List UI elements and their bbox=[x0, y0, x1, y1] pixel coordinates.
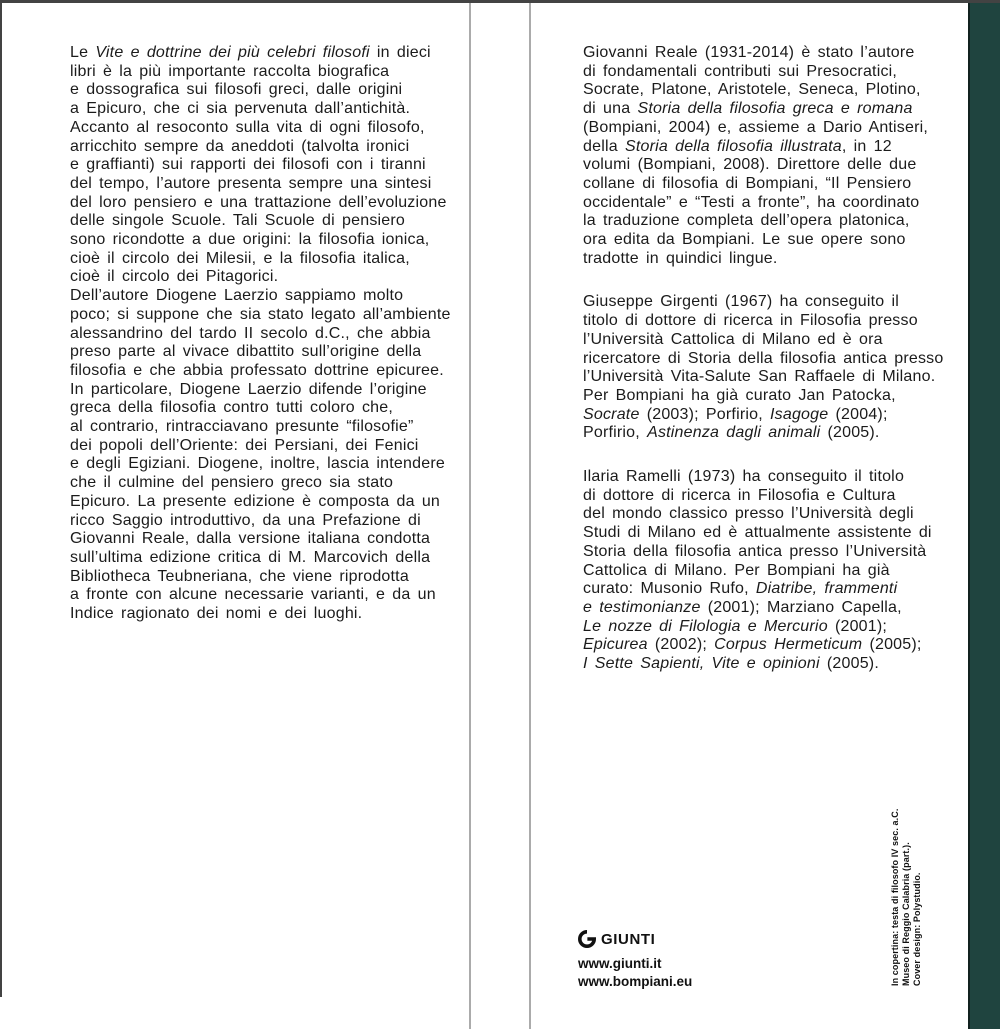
bio-giovanni-reale bbox=[583, 44, 973, 268]
text-line: Cattolica di Milano. Per Bompiani ha già bbox=[583, 561, 890, 579]
text-line: Dell’autore Diogene Laerzio sappiamo molto bbox=[70, 287, 404, 305]
text-line: ricco Saggio introduttivo, da una Prefazione di bbox=[70, 511, 421, 529]
text-line: preso parte al vivace dibattito sull’origine della bbox=[70, 343, 422, 361]
text-line: Giovanni Reale, dalla versione italiana condotta bbox=[70, 530, 431, 548]
text-line: del mondo classico presso l’Università degli bbox=[583, 505, 914, 523]
text-line: cioè il circolo dei Pitagorici. bbox=[70, 268, 279, 286]
right-flap-author-bios bbox=[583, 44, 973, 699]
text-line: Museo di Reggio Calabria (part.). bbox=[901, 842, 911, 986]
text-line: Bibliotheca Teubneriana, che viene riprodotta bbox=[70, 567, 409, 585]
text-line: arricchito sempre da aneddoti (talvolta ironici bbox=[70, 137, 410, 155]
text-line: ricercatore di Storia della filosofia antica presso bbox=[583, 349, 944, 367]
text-line: alessandrino del tardo II secolo d.C., che abbia bbox=[70, 324, 431, 342]
publisher-block bbox=[578, 929, 692, 991]
text-line: Indice ragionato dei nomi e dei luoghi. bbox=[70, 605, 363, 623]
text-line: Per Bompiani ha già curato Jan Patocka, bbox=[583, 386, 896, 404]
giunti-wordmark: GIUNTI bbox=[601, 930, 656, 948]
text-line: sono ricondotte a due origini: la filosofia ionica, bbox=[70, 231, 430, 249]
text-line: (Bompiani, 2004) e, assieme a Dario Antiseri, bbox=[583, 118, 929, 136]
text-line: Studi di Milano ed è attualmente assistente di bbox=[583, 524, 932, 542]
text-line: tradotte in quindici lingue. bbox=[583, 249, 778, 267]
text-line: l’Università Vita-Salute San Raffaele di Milano. bbox=[583, 368, 936, 386]
text-line: occidentale” e “Testi a fronte”, ha coordinato bbox=[583, 193, 920, 211]
text-line: Accanto al resoconto sulla vita di ogni filosofo, bbox=[70, 118, 425, 136]
text-line: cioè il circolo dei Milesii, e la filosofia italica, bbox=[70, 249, 410, 267]
text-line: curato: Musonio Rufo, Diatribe, frammenti bbox=[583, 580, 898, 598]
text-line: Le nozze di Filologia e Mercurio (2001); bbox=[583, 617, 888, 635]
text-line: del tempo, l’autore presenta sempre una sintesi bbox=[70, 174, 432, 192]
giunti-logo bbox=[578, 929, 692, 949]
text-line: ora edita da Bompiani. Le sue opere sono bbox=[583, 231, 906, 249]
top-edge-line bbox=[0, 0, 1000, 3]
text-line: Porfirio, Astinenza dagli animali (2005). bbox=[583, 424, 880, 442]
cover-credits-vertical-text bbox=[890, 786, 924, 986]
text-line: Storia della filosofia antica presso l’Università bbox=[583, 542, 927, 560]
text-line: di dottore di ricerca in Filosofia e Cultura bbox=[583, 486, 896, 504]
bio-giuseppe-girgenti bbox=[583, 293, 973, 443]
text-line: e degli Egiziani. Diogene, inoltre, lascia intendere bbox=[70, 455, 445, 473]
fold-line-right bbox=[529, 0, 531, 1029]
text-line: poco; si suppone che sia stato legato all’ambiente bbox=[70, 305, 451, 323]
text-line: I Sette Sapienti, Vite e opinioni (2005). bbox=[583, 655, 879, 673]
text-line: filosofia e che abbia professato dottrine epicuree. bbox=[70, 361, 444, 379]
text-line: al contrario, rintracciavano presunte “filosofie” bbox=[70, 418, 414, 436]
text-line: Giovanni Reale (1931-2014) è stato l’autore bbox=[583, 44, 915, 61]
text-line: a fronte con alcune necessarie varianti, e da un bbox=[70, 586, 436, 604]
left-flap-book-description bbox=[70, 44, 466, 624]
text-line: In particolare, Diogene Laerzio difende l’origine bbox=[70, 380, 427, 398]
text-line: Socrate, Platone, Aristotele, Seneca, Plotino, bbox=[583, 81, 921, 99]
text-line: Giuseppe Girgenti (1967) ha conseguito il bbox=[583, 293, 899, 311]
text-line: e testimonianze (2001); Marziano Capella, bbox=[583, 598, 902, 616]
text-line: la traduzione completa dell’opera platonica, bbox=[583, 212, 910, 230]
text-line: Le Vite e dottrine dei più celebri filosofi in dieci bbox=[70, 44, 431, 61]
text-line: In copertina: testa di filosofo IV sec. a.C. bbox=[890, 808, 900, 986]
url-bompiani: www.bompiani.eu bbox=[578, 974, 693, 989]
text-line: e dossografica sui filosofi greci, dalle origini bbox=[70, 81, 403, 99]
giunti-g-icon bbox=[578, 930, 596, 948]
text-line: e graffianti) sui rapporti dei filosofi con i tiranni bbox=[70, 156, 426, 174]
text-line: dei popoli dell’Oriente: dei Persiani, dei Fenici bbox=[70, 436, 419, 454]
text-line: Ilaria Ramelli (1973) ha conseguito il titolo bbox=[583, 468, 905, 486]
text-line: greca della filosofia contro tutti coloro che, bbox=[70, 399, 394, 417]
text-line: titolo di dottore di ricerca in Filosofia presso bbox=[583, 312, 918, 330]
url-giunti: www.giunti.it bbox=[578, 956, 662, 971]
text-line: collane di filosofia di Bompiani, “Il Pensiero bbox=[583, 174, 912, 192]
text-line: di fondamentali contributi sui Presocratici, bbox=[583, 62, 898, 80]
text-line: delle singole Scuole. Tali Scuole di pensiero bbox=[70, 212, 406, 230]
text-line: della Storia della filosofia illustrata, in 12 bbox=[583, 137, 892, 155]
spine-green-strip bbox=[968, 0, 1000, 1029]
text-line: Cover design: Polystudio. bbox=[912, 872, 922, 986]
text-line: Socrate (2003); Porfirio, Isagoge (2004); bbox=[583, 405, 888, 423]
text-line: che il culmine del pensiero greco sia stato bbox=[70, 474, 394, 492]
text-line: del loro pensiero e una trattazione dell’evoluzione bbox=[70, 193, 447, 211]
fold-line-left bbox=[469, 0, 471, 1029]
text-line: sull’ultima edizione critica di M. Marcovich della bbox=[70, 548, 431, 566]
text-line: volumi (Bompiani, 2008). Direttore delle due bbox=[583, 156, 917, 174]
bio-ilaria-ramelli bbox=[583, 468, 973, 674]
text-line: l’Università Cattolica di Milano ed è ora bbox=[583, 330, 883, 348]
text-line: Epicuro. La presente edizione è composta da un bbox=[70, 492, 441, 510]
text-line: di una Storia della filosofia greca e romana bbox=[583, 100, 913, 118]
left-edge-line bbox=[0, 0, 2, 997]
text-line: a Epicuro, che ci sia pervenuta dall’antichità. bbox=[70, 100, 411, 118]
text-line: libri è la più importante raccolta biografica bbox=[70, 62, 390, 80]
text-line: Epicurea (2002); Corpus Hermeticum (2005); bbox=[583, 636, 922, 654]
